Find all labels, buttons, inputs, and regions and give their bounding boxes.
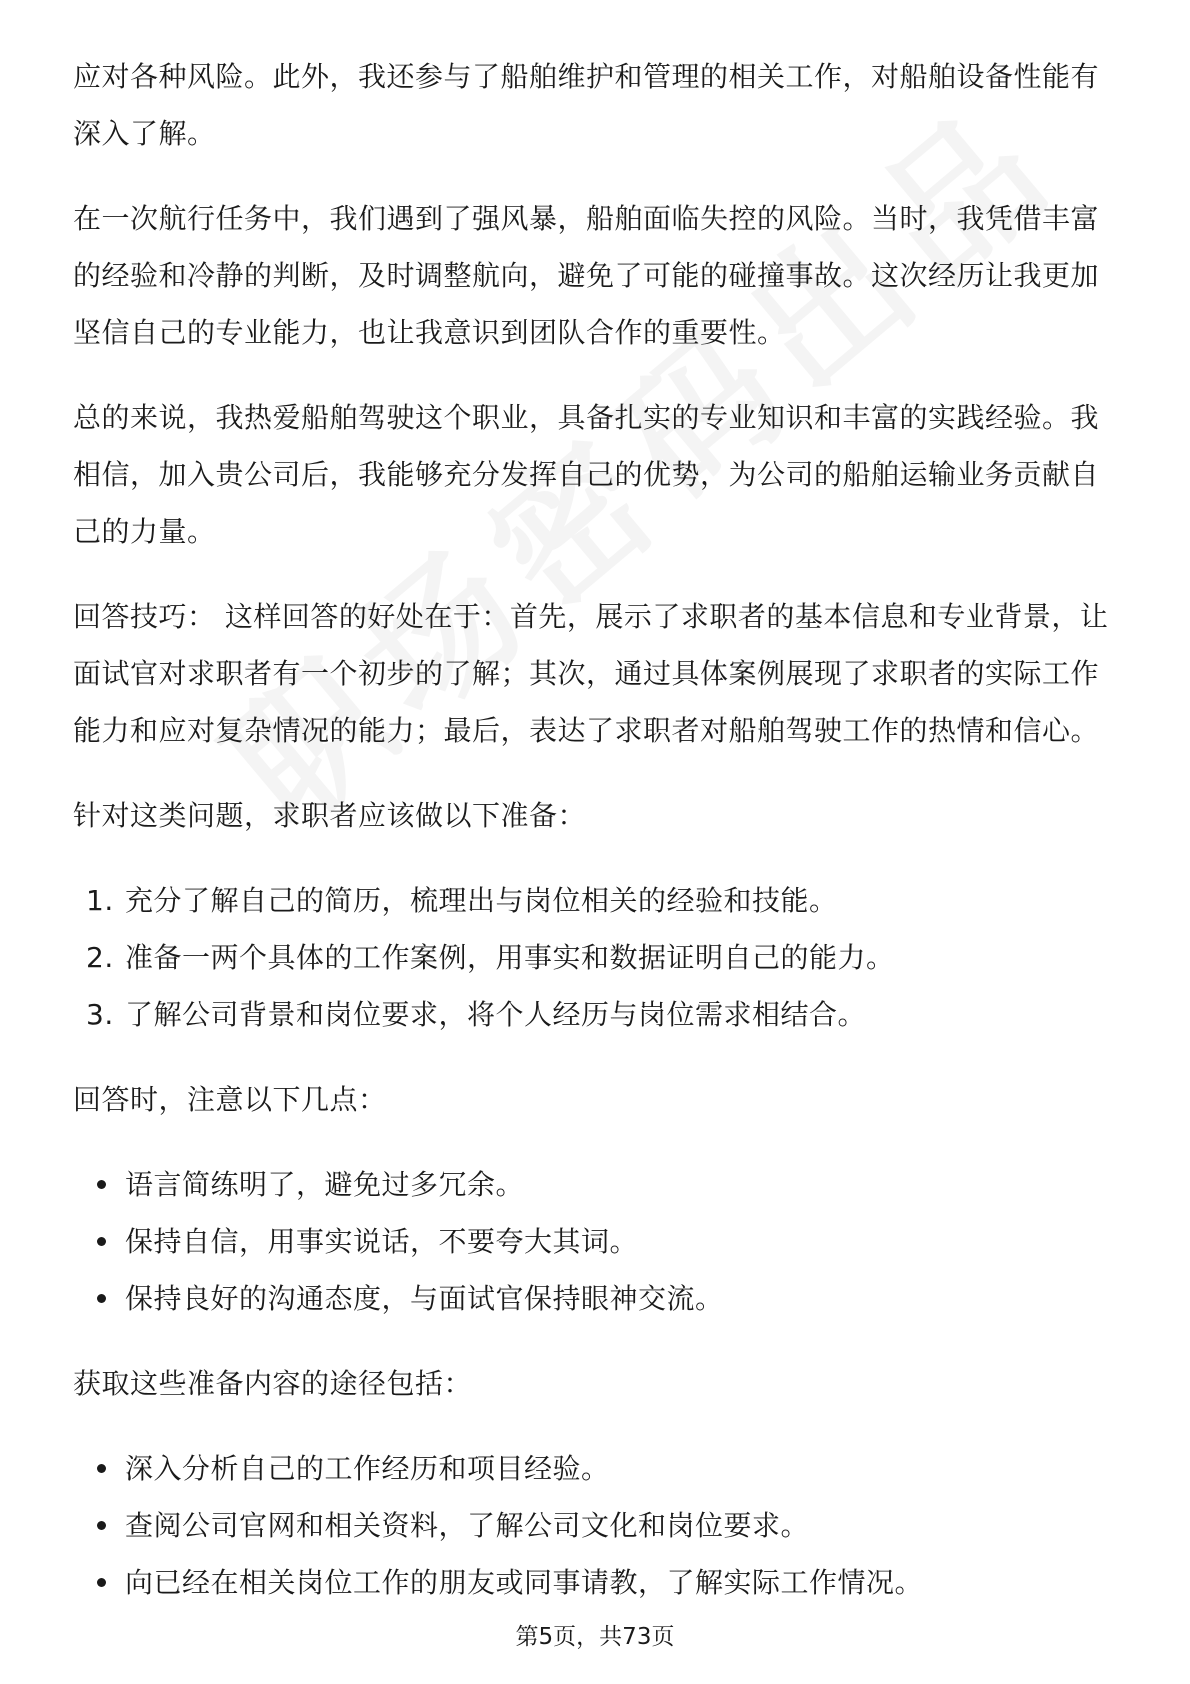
list-item-text: 深入分析自己的工作经历和项目经验。 [125, 1452, 610, 1485]
paragraph: 获取这些准备内容的途径包括： [73, 1367, 473, 1400]
list-item-text: 查阅公司官网和相关资料，了解公司文化和岗位要求。 [125, 1509, 810, 1542]
list-number: 3. [86, 998, 114, 1031]
paragraph: 应对各种风险。此外，我还参与了船舶维护和管理的相关工作，对船舶设备性能有深入了解。 [73, 60, 1100, 150]
document-body [73, 48, 1123, 1639]
list-number: 1. [86, 884, 114, 917]
notes-list [73, 1156, 1123, 1327]
list-item [73, 929, 1123, 986]
list-item [73, 1554, 1123, 1611]
list-item [73, 1156, 1123, 1213]
bullet-icon [97, 1521, 106, 1530]
sources-list [73, 1440, 1123, 1611]
paragraph: 在一次航行任务中，我们遇到了强风暴，船舶面临失控的风险。当时，我凭借丰富的经验和冷静的判断，及时调整航向，避免了可能的碰撞事故。这次经历让我更加坚信自己的专业能力，也让我意识到团队合作的重要性。 [73, 202, 1100, 349]
list-item [73, 872, 1123, 929]
bullet-icon [97, 1294, 106, 1303]
list-number: 2. [86, 941, 114, 974]
bullet-icon [97, 1578, 106, 1587]
bullet-icon [97, 1180, 106, 1189]
list-item-text: 语言简练明了，避免过多冗余。 [125, 1168, 525, 1201]
list-item-text: 保持良好的沟通态度，与面试官保持眼神交流。 [125, 1282, 724, 1315]
list-item [73, 1213, 1123, 1270]
preparation-list [73, 872, 1123, 1043]
list-item [73, 1440, 1123, 1497]
list-item-text: 保持自信，用事实说话，不要夸大其词。 [125, 1225, 639, 1258]
list-item-text: 充分了解自己的简历，梳理出与岗位相关的经验和技能。 [125, 884, 838, 917]
bullet-icon [97, 1464, 106, 1473]
list-item [73, 986, 1123, 1043]
page-number: 第5页，共73页 [515, 1624, 675, 1650]
paragraph: 回答时，注意以下几点： [73, 1083, 387, 1116]
list-item-text: 准备一两个具体的工作案例，用事实和数据证明自己的能力。 [125, 941, 895, 974]
list-item-text: 向已经在相关岗位工作的朋友或同事请教，了解实际工作情况。 [125, 1566, 924, 1599]
paragraph: 针对这类问题，求职者应该做以下准备： [73, 799, 587, 832]
list-item-text: 了解公司背景和岗位要求，将个人经历与岗位需求相结合。 [125, 998, 867, 1031]
list-item [73, 1497, 1123, 1554]
paragraph: 总的来说，我热爱船舶驾驶这个职业，具备扎实的专业知识和丰富的实践经验。我相信，加入贵公司后，我能够充分发挥自己的优势，为公司的船舶运输业务贡献自己的力量。 [73, 401, 1100, 548]
answer-tips-paragraph: 回答技巧： 这样回答的好处在于：首先，展示了求职者的基本信息和专业背景，让面试官对求职者有一个初步的了解；其次，通过具体案例展现了求职者的实际工作能力和应对复杂情况的能力；最后，表达了求职者对船舶驾驶工作的热情和信心。 [73, 600, 1109, 747]
bullet-icon [97, 1237, 106, 1246]
list-item [73, 1270, 1123, 1327]
